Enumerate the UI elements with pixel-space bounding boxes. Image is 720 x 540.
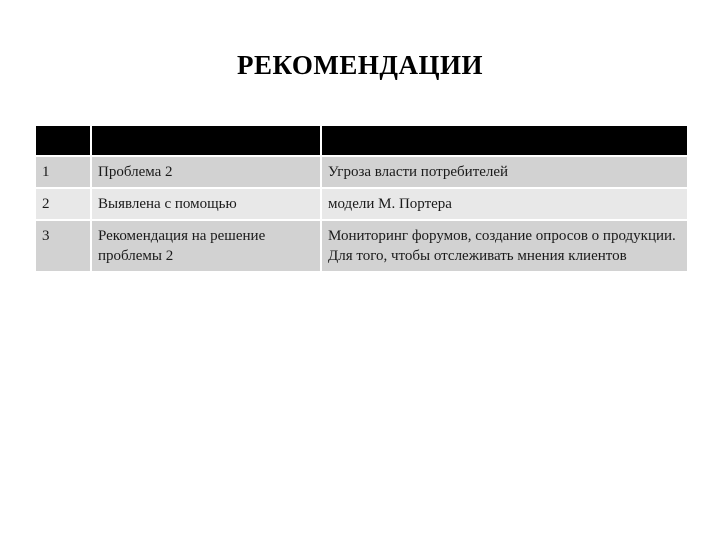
recommendations-table (36, 126, 687, 271)
header-cell-number (36, 126, 91, 156)
header-cell-parameter (91, 126, 321, 156)
row-value-cell: Угроза власти потребителей (321, 156, 687, 188)
row-value-cell: Мониторинг форумов, создание опросов о продукции. Для того, чтобы отслеживать мнения клиентов (321, 220, 687, 271)
recommendations-table-container (36, 126, 687, 271)
row-parameter-cell: Проблема 2 (91, 156, 321, 188)
row-number-cell: 3 (36, 220, 91, 271)
header-cell-value (321, 126, 687, 156)
table-row (36, 156, 687, 188)
slide-title: РЕКОМЕНДАЦИИ (237, 50, 483, 80)
row-parameter-cell: Рекомендация на решение проблемы 2 (91, 220, 321, 271)
row-value-cell: модели М. Портера (321, 188, 687, 220)
table-header-row (36, 126, 687, 156)
table-row (36, 188, 687, 220)
row-number-cell: 1 (36, 156, 91, 188)
table-row (36, 220, 687, 271)
row-parameter-cell: Выявлена с помощью (91, 188, 321, 220)
row-number-cell: 2 (36, 188, 91, 220)
